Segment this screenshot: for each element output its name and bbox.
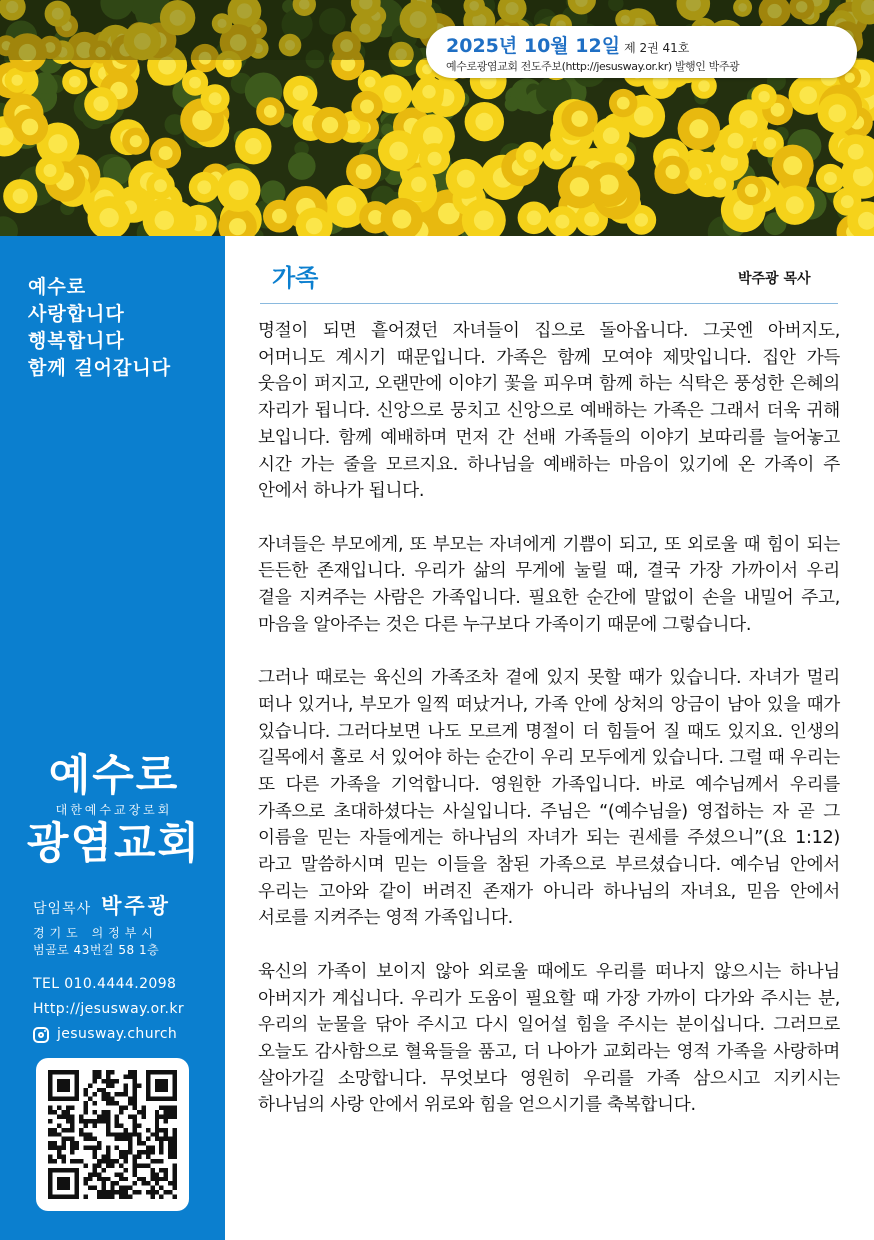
pastor-name: 박주광 [101,894,171,918]
website-link[interactable]: Http://jesusway.or.kr [33,1001,185,1017]
flower [775,186,814,225]
issue-number: 제 2권 41호 [624,41,690,55]
flower [414,77,444,107]
flower [838,134,873,169]
flower [678,108,720,150]
address-line1: 경기도 의정부시 [33,926,158,940]
issue-date: 2025년 10월 12일 [446,35,621,57]
address-line2: 범골로 43번길 58 1층 [33,943,160,957]
article-paragraph: 명절이 되면 흩어졌던 자녀들이 집으로 돌아옵니다. 그곳엔 아버지도, 어머니도 계시기 때문입니다. 가족은 함께 모여야 제맛입니다. 집안 가득 웃음이 퍼지고, 오랜만에 이야기 꽃을 피우며 함께 하는 식탁은 풍성한 은혜의 자리가 됩니다. 신앙으로 뭉치고 신앙으로 예배하는 가족은 그래서 더욱 귀해 보입니다. 함께 예배하며 먼저 간 선배 가족들의 이야기 보따리를 늘어놓고 시간 가는 줄을 모르지요. 하나님을 예배하는 마음이 있기에 온 가족이 주 안에서 하나가 됩니다. [258,321,840,502]
flower [772,145,814,187]
logo-line2: 광염교회 [26,819,202,869]
flower [3,179,37,213]
flower [593,117,630,154]
flower [122,128,149,155]
flower [36,156,65,185]
flower [12,109,49,146]
flower [217,168,261,212]
motto-line: 행복합니다 [28,330,125,352]
publisher-line: 예수로광염교회 전도주보(http://jesusway.or.kr) 발행인 박주광 [446,60,740,73]
flower [189,172,220,203]
flower [402,167,436,201]
instagram-link[interactable] [33,1022,184,1047]
church-address [33,925,159,959]
flower [706,169,734,197]
contact-info [33,972,184,1047]
flower [609,89,637,117]
logo-line1: 예수로 [48,751,180,801]
qr-code-image [48,1070,177,1199]
instagram-handle: jesusway.church [57,1026,178,1042]
issue-info-pill [426,26,857,78]
flower [718,123,753,158]
flower [283,76,317,110]
article-title: 가족 [272,264,319,292]
sidebar [0,236,225,1240]
flower [518,202,551,235]
flower [201,84,230,113]
flower [465,102,504,141]
pastor-label: 담임목사 [33,901,92,917]
pastor-info [33,890,171,920]
flower [751,84,776,109]
header-flower-photo [0,0,874,236]
flower [516,142,544,170]
issue-date-line [446,31,689,58]
article-paragraph: 자녀들은 부모에게, 또 부모는 자녀에게 기쁨이 되고, 또 외로울 때 힘이 되는 든든한 존재입니다. 우리가 삶의 무게에 눌릴 때, 결국 가장 가까이서 우리 곁을 지켜주는 사람은 가족입니다. 필요한 순간에 말없이 손을 내밀어 주고, 마음을 알아주는 것은 다른 누구보다 가족이기 때문에 그렇습니다. [258,534,840,635]
flower [816,164,845,193]
flower [346,154,381,189]
flower [312,107,348,143]
flower [263,200,296,233]
phone-number: TEL 010.4444.2098 [33,976,177,992]
article-author: 박주광 목사 [738,271,811,287]
flower [146,172,174,200]
qr-code[interactable] [36,1058,189,1211]
motto [28,274,171,382]
article-paragraph: 그러나 때로는 육신의 가족조차 곁에 있지 못할 때가 있습니다. 자녀가 멀리 떠나 있거나, 부모가 일찍 떠났거나, 가족 안에 상처의 앙금이 남아 있을 때가 있습니다. 그러다보면 나도 모르게 명절이 더 힘들어 질 때도 있지요. 인생의 길목에서 홀로 서 있어야 하는 순간이 우리 모두에게 있습니다. 그럴 때 우리는 또 다른 가족을 기억합니다. 영원한 가족입니다. 바로 예수님께서 우리를 가족으로 초대하셨다는 사실입니다. 주님은 “(예수님을) 영접하는 자 곧 그 이름을 믿는 자들에게는 하나님의 자녀가 되는 권세를 주셨으니”(요 1:12)라고 말씀하시며 믿는 이들을 참된 가족으로 부르셨습니다. 예수님 안에서 우리는 고아와 같이 버려진 존재가 아니라 하나님의 자녀요, 믿음 안에서 서로를 지켜주는 영적 가족입니다. [258,668,840,929]
flower [84,87,118,121]
flower [446,159,486,199]
flower [351,91,382,122]
article-paragraph: 육신의 가족이 보이지 않아 외로울 때에도 우리를 떠나지 않으시는 하나님 아버지가 계십니다. 우리가 도움이 필요할 때 가장 가까이 다가와 주시는 분, 우리의 눈물을 닦아 주시고 다시 일어설 힘을 주시는 분이십니다. 그러므로 오늘도 감사함으로 혈육들을 품고, 더 나아가 교회라는 영적 가족을 사랑하며 살아가길 소망합니다. 무엇보다 영원히 우리를 가족 삼으시고 지키시는 하나님의 사랑 안에서 위로와 힘을 얻으시기를 축복합니다. [258,961,840,1116]
motto-line: 예수로 [28,276,87,298]
church-logo [24,750,204,870]
motto-line: 함께 걸어갑니다 [28,357,172,379]
flower [558,165,601,208]
flower [62,69,87,94]
motto-line: 사랑합니다 [28,303,125,325]
flower [235,128,271,164]
article-body [258,318,840,1146]
flower [150,138,181,169]
flower [818,94,858,134]
flower [737,176,766,205]
instagram-icon [33,1027,49,1043]
logo-denomination: 대한예수교장로회 [55,803,173,817]
title-divider [260,303,838,304]
flower [547,206,578,236]
flower [561,101,597,137]
flower [657,156,689,188]
flower [256,97,284,125]
